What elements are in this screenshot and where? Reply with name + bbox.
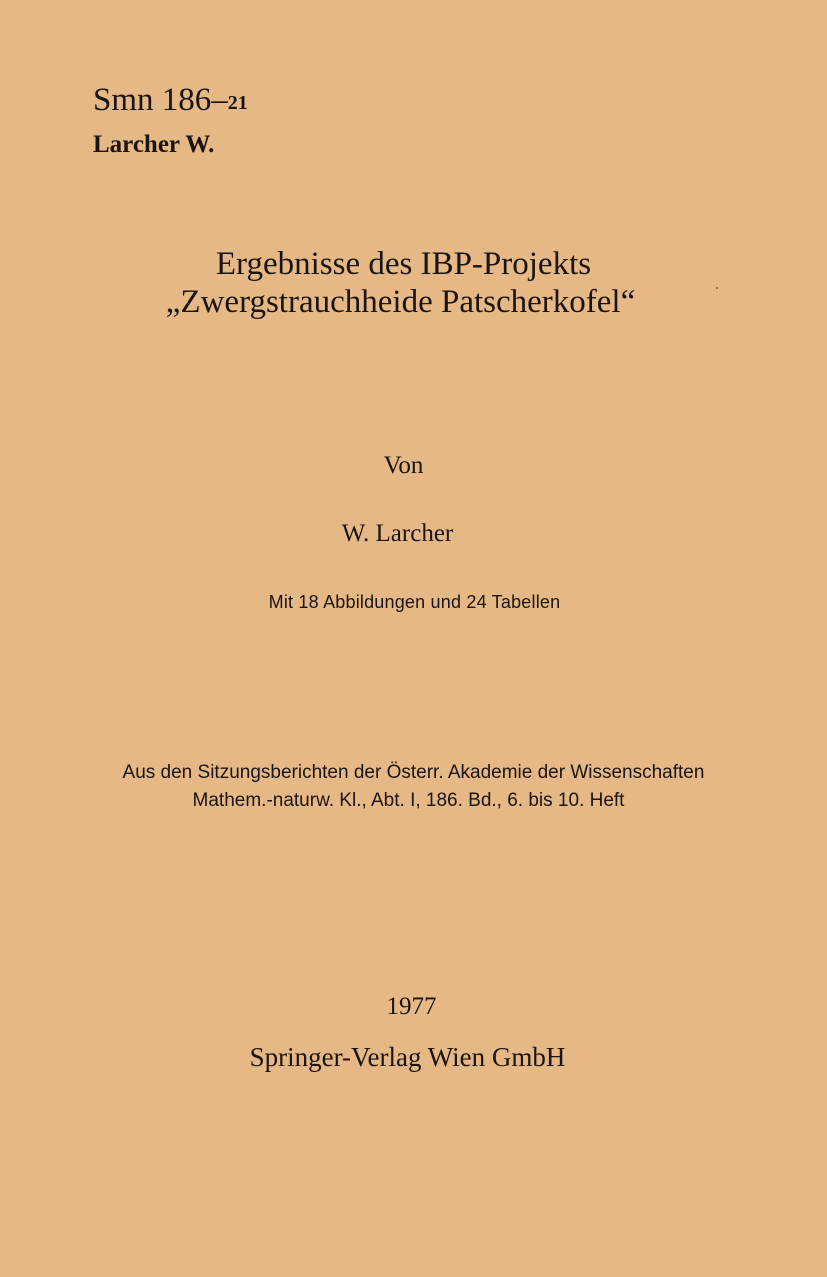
byline-von: Von [383,452,424,479]
publication-year: 1977 [386,993,437,1020]
paper-speck [716,287,718,289]
illustrations-note: Mit 18 Abbildungen und 24 Tabellen [268,592,561,612]
publisher: Springer-Verlag Wien GmbH [249,1042,566,1072]
title-line-2: „Zwergstrauchheide Patscherkofel“ [165,284,636,320]
title-line-1: Ergebnisse des IBP-Projekts [215,246,592,282]
source-line-2: Mathem.-naturw. Kl., Abt. I, 186. Bd., 6. bis 10. Heft [192,790,625,811]
source-line-1: Aus den Sitzungsberichten der Österr. Akademie der Wissenschaften [122,762,705,783]
series-author: Larcher W. [93,131,215,158]
author-name: W. Larcher [341,520,454,547]
series-main: Smn 186– [93,82,228,118]
series-number [93,84,248,117]
series-sub: 21 [227,92,248,114]
